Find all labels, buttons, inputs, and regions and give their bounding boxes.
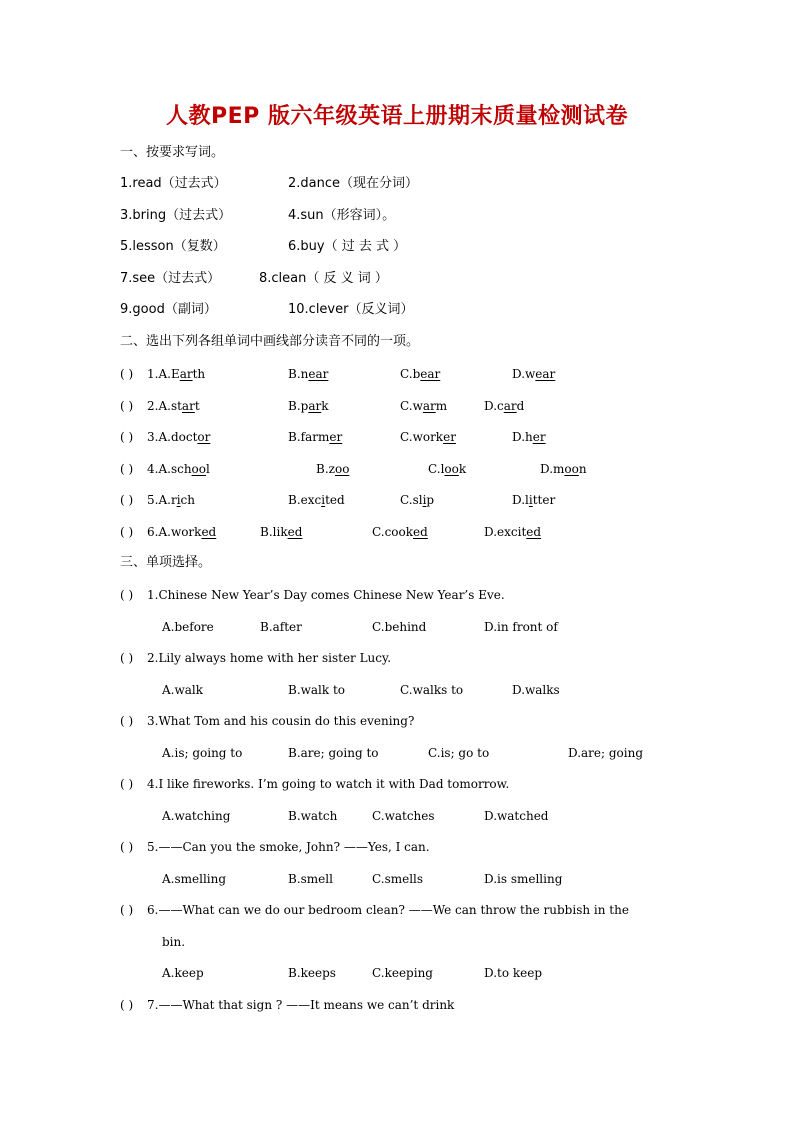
option: B.zoo bbox=[316, 462, 350, 476]
option: A.keep bbox=[162, 966, 204, 980]
option: D.are; going bbox=[568, 746, 644, 760]
option: 1.A.Earth bbox=[147, 367, 206, 381]
answer-paren: ( ) bbox=[120, 430, 134, 444]
section-heading-text: 三、单项选择。 bbox=[120, 555, 212, 570]
option: B.near bbox=[288, 367, 329, 381]
word-item: 3.bring（过去式） bbox=[120, 208, 232, 223]
option: D.to keep bbox=[484, 966, 543, 980]
option: C.watches bbox=[372, 809, 435, 823]
option: D.card bbox=[484, 399, 525, 413]
option: D.her bbox=[512, 430, 546, 444]
word-item: 5.lesson（复数） bbox=[120, 239, 226, 254]
option: C.worker bbox=[400, 430, 456, 444]
question-stem: 2.Lily always home with her sister Lucy. bbox=[147, 651, 392, 665]
answer-paren: ( ) bbox=[120, 998, 134, 1012]
option: D.litter bbox=[512, 493, 556, 507]
option: C.bear bbox=[400, 367, 441, 381]
question-stem: 6.——What can we do our bedroom clean? ——We can throw the rubbish in the bbox=[147, 903, 629, 917]
word-item: 4.sun（形容词）。 bbox=[288, 208, 396, 223]
option: D.is smelling bbox=[484, 872, 563, 886]
option: A.walk bbox=[162, 683, 204, 697]
option: B.watch bbox=[288, 809, 338, 823]
question-stem: 1.Chinese New Year’s Day comes Chinese New Year’s Eve. bbox=[147, 588, 505, 602]
answer-paren: ( ) bbox=[120, 840, 134, 854]
option: D.wear bbox=[512, 367, 556, 381]
option: C.smells bbox=[372, 872, 424, 886]
option: B.are; going to bbox=[288, 746, 379, 760]
section-heading-text: 二、选出下列各组单词中画线部分读音不同的一项。 bbox=[120, 334, 420, 349]
option: B.after bbox=[260, 620, 302, 634]
option: 4.A.school bbox=[147, 462, 210, 476]
option: B.keeps bbox=[288, 966, 336, 980]
page-title: 人教PEP 版六年级英语上册期末质量检测试卷 bbox=[166, 104, 628, 129]
answer-paren: ( ) bbox=[120, 399, 134, 413]
question-stem: 4.I like fireworks. I’m going to watch it with Dad tomorrow. bbox=[147, 777, 510, 791]
option: 6.A.worked bbox=[147, 525, 217, 539]
option: B.smell bbox=[288, 872, 333, 886]
option: C.walks to bbox=[400, 683, 464, 697]
option: C.is; go to bbox=[428, 746, 490, 760]
question-stem-cont: bin. bbox=[162, 935, 186, 949]
answer-paren: ( ) bbox=[120, 777, 134, 791]
word-item: 6.buy（ 过 去 式 ） bbox=[288, 239, 407, 254]
question-stem: 7.——What that sign ? ——It means we can’t drink bbox=[147, 998, 455, 1012]
answer-paren: ( ) bbox=[120, 903, 134, 917]
answer-paren: ( ) bbox=[120, 367, 134, 381]
question-stem: 3.What Tom and his cousin do this evening? bbox=[147, 714, 415, 728]
option: C.look bbox=[428, 462, 467, 476]
option: D.walks bbox=[512, 683, 560, 697]
section-heading-text: 一、按要求写词。 bbox=[120, 145, 225, 160]
option: A.smelling bbox=[162, 872, 227, 886]
option: 2.A.start bbox=[147, 399, 200, 413]
option: D.watched bbox=[484, 809, 549, 823]
word-item: 10.clever（反义词） bbox=[288, 302, 414, 317]
answer-paren: ( ) bbox=[120, 651, 134, 665]
option: D.in front of bbox=[484, 620, 558, 634]
answer-paren: ( ) bbox=[120, 525, 134, 539]
answer-paren: ( ) bbox=[120, 714, 134, 728]
option: B.walk to bbox=[288, 683, 346, 697]
option: C.slip bbox=[400, 493, 435, 507]
option: A.before bbox=[162, 620, 214, 634]
option: 5.A.rich bbox=[147, 493, 195, 507]
option: C.keeping bbox=[372, 966, 433, 980]
word-item: 8.clean（ 反 义 词 ） bbox=[259, 271, 388, 286]
answer-paren: ( ) bbox=[120, 493, 134, 507]
option: B.park bbox=[288, 399, 329, 413]
word-item: 1.read（过去式） bbox=[120, 176, 227, 191]
option: D.excited bbox=[484, 525, 542, 539]
option: D.moon bbox=[540, 462, 587, 476]
word-item: 9.good（副词） bbox=[120, 302, 217, 317]
answer-paren: ( ) bbox=[120, 462, 134, 476]
word-item: 2.dance（现在分词） bbox=[288, 176, 419, 191]
option: C.cooked bbox=[372, 525, 428, 539]
option: B.excited bbox=[288, 493, 345, 507]
option: A.watching bbox=[162, 809, 231, 823]
option: C.warm bbox=[400, 399, 448, 413]
option: C.behind bbox=[372, 620, 427, 634]
option: B.liked bbox=[260, 525, 303, 539]
option: B.farmer bbox=[288, 430, 343, 444]
option: 3.A.doctor bbox=[147, 430, 211, 444]
question-stem: 5.——Can you the smoke, John? ——Yes, I can. bbox=[147, 840, 430, 854]
option: A.is; going to bbox=[162, 746, 243, 760]
word-item: 7.see（过去式） bbox=[120, 271, 221, 286]
answer-paren: ( ) bbox=[120, 588, 134, 602]
